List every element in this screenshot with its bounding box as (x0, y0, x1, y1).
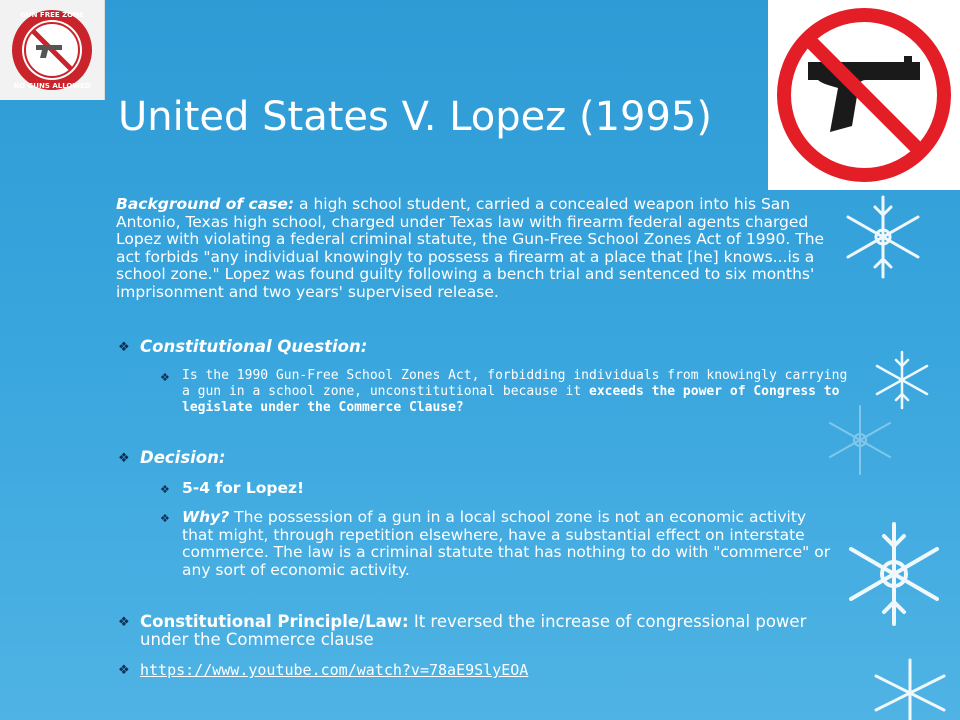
gun-free-zone-badge (0, 0, 105, 100)
principle-label: Constitutional Principle/Law: (140, 612, 409, 631)
bullet-icon: ❖ (160, 512, 170, 525)
question-plain-text: Is the 1990 Gun-Free School Zones Act, forbidding individuals from knowingly carrying a gun in a school zone, unconstitutional because it (182, 368, 848, 399)
constitutional-question-item (118, 338, 858, 357)
principle-text: It reversed the increase of congressional power under the Commerce clause (140, 612, 807, 649)
question-bold-text: exceeds the power of Congress to legislate under the Commerce Clause? (182, 384, 840, 415)
constitutional-question-label: Constitutional Question: (140, 337, 368, 356)
bullet-icon: ❖ (118, 615, 130, 630)
no-guns-sign (768, 0, 960, 190)
decision-why-item (160, 509, 860, 579)
bullet-icon: ❖ (118, 340, 130, 355)
principle-item (118, 613, 858, 649)
video-link-item (118, 661, 858, 680)
decision-vote: 5-4 for Lopez! (182, 479, 305, 497)
gun-free-zone-badge-icon (0, 0, 104, 100)
snowflake-icon (870, 656, 950, 720)
background-text: a high school student, carried a concealed weapon into his San Antonio, Texas high school, charged under Texas law with firearm federal agents charged Lopez with violating a federal criminal statute, the Gun-Free School Zones Act of 1990. The act forbids "any individual knowingly to possess a firearm at a place that [he] knows...is a school zone." Lopez was found guilty following a bench trial and sentenced to six months' imprisonment and two years' supervised release. (116, 195, 825, 301)
decision-label: Decision: (140, 448, 226, 467)
bullet-icon: ❖ (160, 483, 170, 496)
decision-why (182, 509, 838, 579)
bullet-icon: ❖ (118, 451, 130, 466)
bullet-icon: ❖ (160, 371, 170, 384)
decision-vote-item (160, 480, 860, 499)
bullet-icon: ❖ (118, 663, 130, 678)
decision-item (118, 449, 858, 468)
constitutional-question-text (182, 368, 860, 416)
why-label: Why? (182, 508, 230, 526)
slide-title: United States V. Lopez (1995) (118, 94, 712, 140)
constitutional-question-detail (160, 368, 860, 416)
svg-text:GUN FREE ZONE: GUN FREE ZONE (20, 11, 84, 19)
background-label: Background of case: (116, 195, 295, 213)
youtube-link[interactable]: https://www.youtube.com/watch?v=78aE9SlyEOA (140, 661, 529, 679)
why-text: The possession of a gun in a local school zone is not an economic activity that might, through repetition elsewhere, have a substantial effect on interstate commerce. The law is a criminal statute that has nothing to do with "commerce" or any sort of economic activity. (182, 508, 831, 579)
svg-text:NO GUNS ALLOWED: NO GUNS ALLOWED (13, 82, 91, 90)
snowflake-icon (838, 192, 928, 282)
background-paragraph (116, 196, 848, 301)
no-guns-icon (768, 0, 960, 190)
